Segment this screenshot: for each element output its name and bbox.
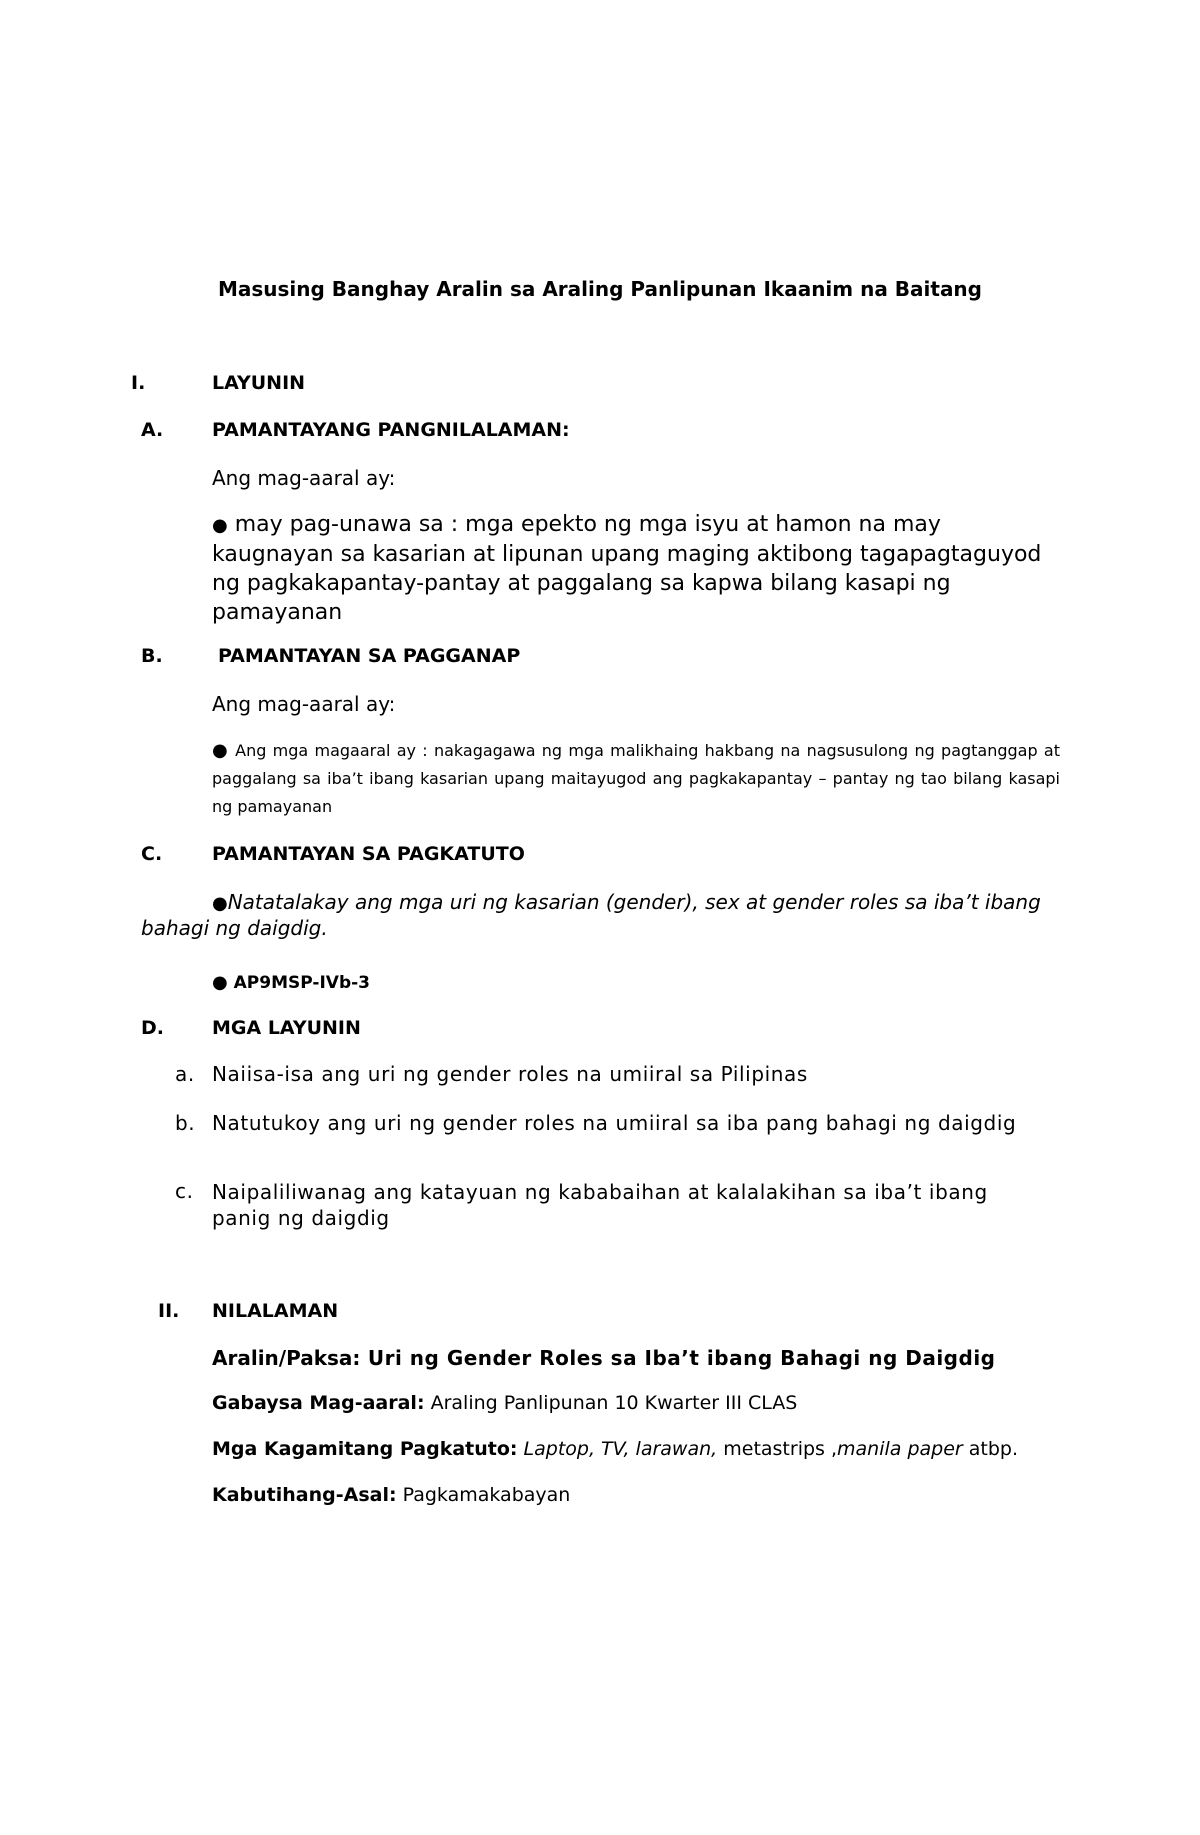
subsection-a-bullet-text [212, 510, 1068, 627]
kagamitan-italic: Laptop, TV, larawan, [517, 1438, 718, 1460]
kagamitan-line [212, 1438, 1018, 1460]
competency-code: AP9MSP-IVb-3 [233, 973, 370, 993]
aralin-value: Uri ng Gender Roles sa Iba’t ibang Bahagi ng Daigdig [360, 1346, 996, 1370]
subsection-b-intro: Ang mag-aaral ay: [212, 692, 396, 716]
kagamitan-label: Mga Kagamitang Pagkatuto: [212, 1438, 518, 1460]
competency-code-line [212, 972, 370, 993]
learning-competency-text: Natatalakay ang mga uri ng kasarian (gender), sex at gender roles sa iba’t ibang bahagi ng daigdig. [141, 890, 1041, 940]
subsection-a-heading: PAMANTAYANG PANGNILALAMAN: [212, 419, 570, 441]
section-2-heading: NILALAMAN [212, 1300, 339, 1322]
bullet-icon: ● [212, 972, 228, 993]
subsection-c-bullet-text [141, 890, 1041, 941]
subsection-d-letter: D. [141, 1017, 164, 1039]
kagamitan-end: atbp. [962, 1438, 1019, 1460]
subsection-c-letter: C. [141, 843, 163, 865]
subsection-a-intro: Ang mag-aaral ay: [212, 466, 396, 490]
objective-item: Naiisa-isa ang uri ng gender roles na umiiral sa Pilipinas [212, 1062, 808, 1086]
kagamitan-italic2: manila paper [837, 1438, 963, 1460]
gabay-label: Gabaysa Mag-aaral: [212, 1392, 425, 1414]
objective-marker: c. [175, 1179, 194, 1203]
subsection-b-letter: B. [141, 645, 163, 667]
content-standard-text: may pag-unawa sa : mga epekto ng mga isyu at hamon na may kaugnayan sa kasarian at lipunan upang maging aktibong tagapagtaguyod ng pagkakapantay-pantay at paggalang sa kapwa bilang kasapi ng pamayanan [212, 512, 1042, 625]
kagamitan-mid: metastrips , [717, 1438, 838, 1460]
asal-line [212, 1484, 570, 1506]
bullet-icon: ● [212, 740, 229, 761]
objective-item: Natutukoy ang uri ng gender roles na umiiral sa iba pang bahagi ng daigdig [212, 1111, 1017, 1135]
subsection-a-letter: A. [141, 419, 164, 441]
gabay-line [212, 1392, 797, 1414]
performance-standard-text: Ang mga magaaral ay : nakagagawa ng mga malikhaing hakbang na nagsusulong ng pagtanggap at paggalang sa iba’t ibang kasarian upang maitayugod ang pagkakapantay – pantay ng tao bilang kasapi ng pamayanan [212, 741, 1060, 816]
section-2-number: II. [158, 1300, 180, 1322]
asal-label: Kabutihang-Asal: [212, 1484, 397, 1506]
gabay-value: Araling Panlipunan 10 Kwarter III CLAS [424, 1392, 798, 1414]
bullet-icon: ● [212, 515, 228, 536]
subsection-c-heading: PAMANTAYAN SA PAGKATUTO [212, 843, 525, 865]
aralin-line [212, 1346, 996, 1370]
subsection-b-heading: PAMANTAYAN SA PAGGANAP [218, 645, 521, 667]
subsection-b-bullet-text [212, 737, 1060, 821]
aralin-label: Aralin/Paksa: [212, 1346, 361, 1370]
section-1-number: I. [131, 372, 146, 394]
asal-value: Pagkamakabayan [396, 1484, 571, 1506]
bullet-icon: ● [212, 893, 228, 914]
section-1-heading: LAYUNIN [212, 372, 306, 394]
document-title: Masusing Banghay Aralin sa Araling Panlipunan Ikaanim na Baitang [217, 277, 982, 301]
objective-item: Naipaliliwanag ang katayuan ng kababaihan at kalalakihan sa iba’t ibang panig ng daigdig [212, 1180, 988, 1230]
subsection-d-heading: MGA LAYUNIN [212, 1017, 361, 1039]
objective-marker: b. [175, 1111, 196, 1135]
objective-marker: a. [175, 1062, 195, 1086]
